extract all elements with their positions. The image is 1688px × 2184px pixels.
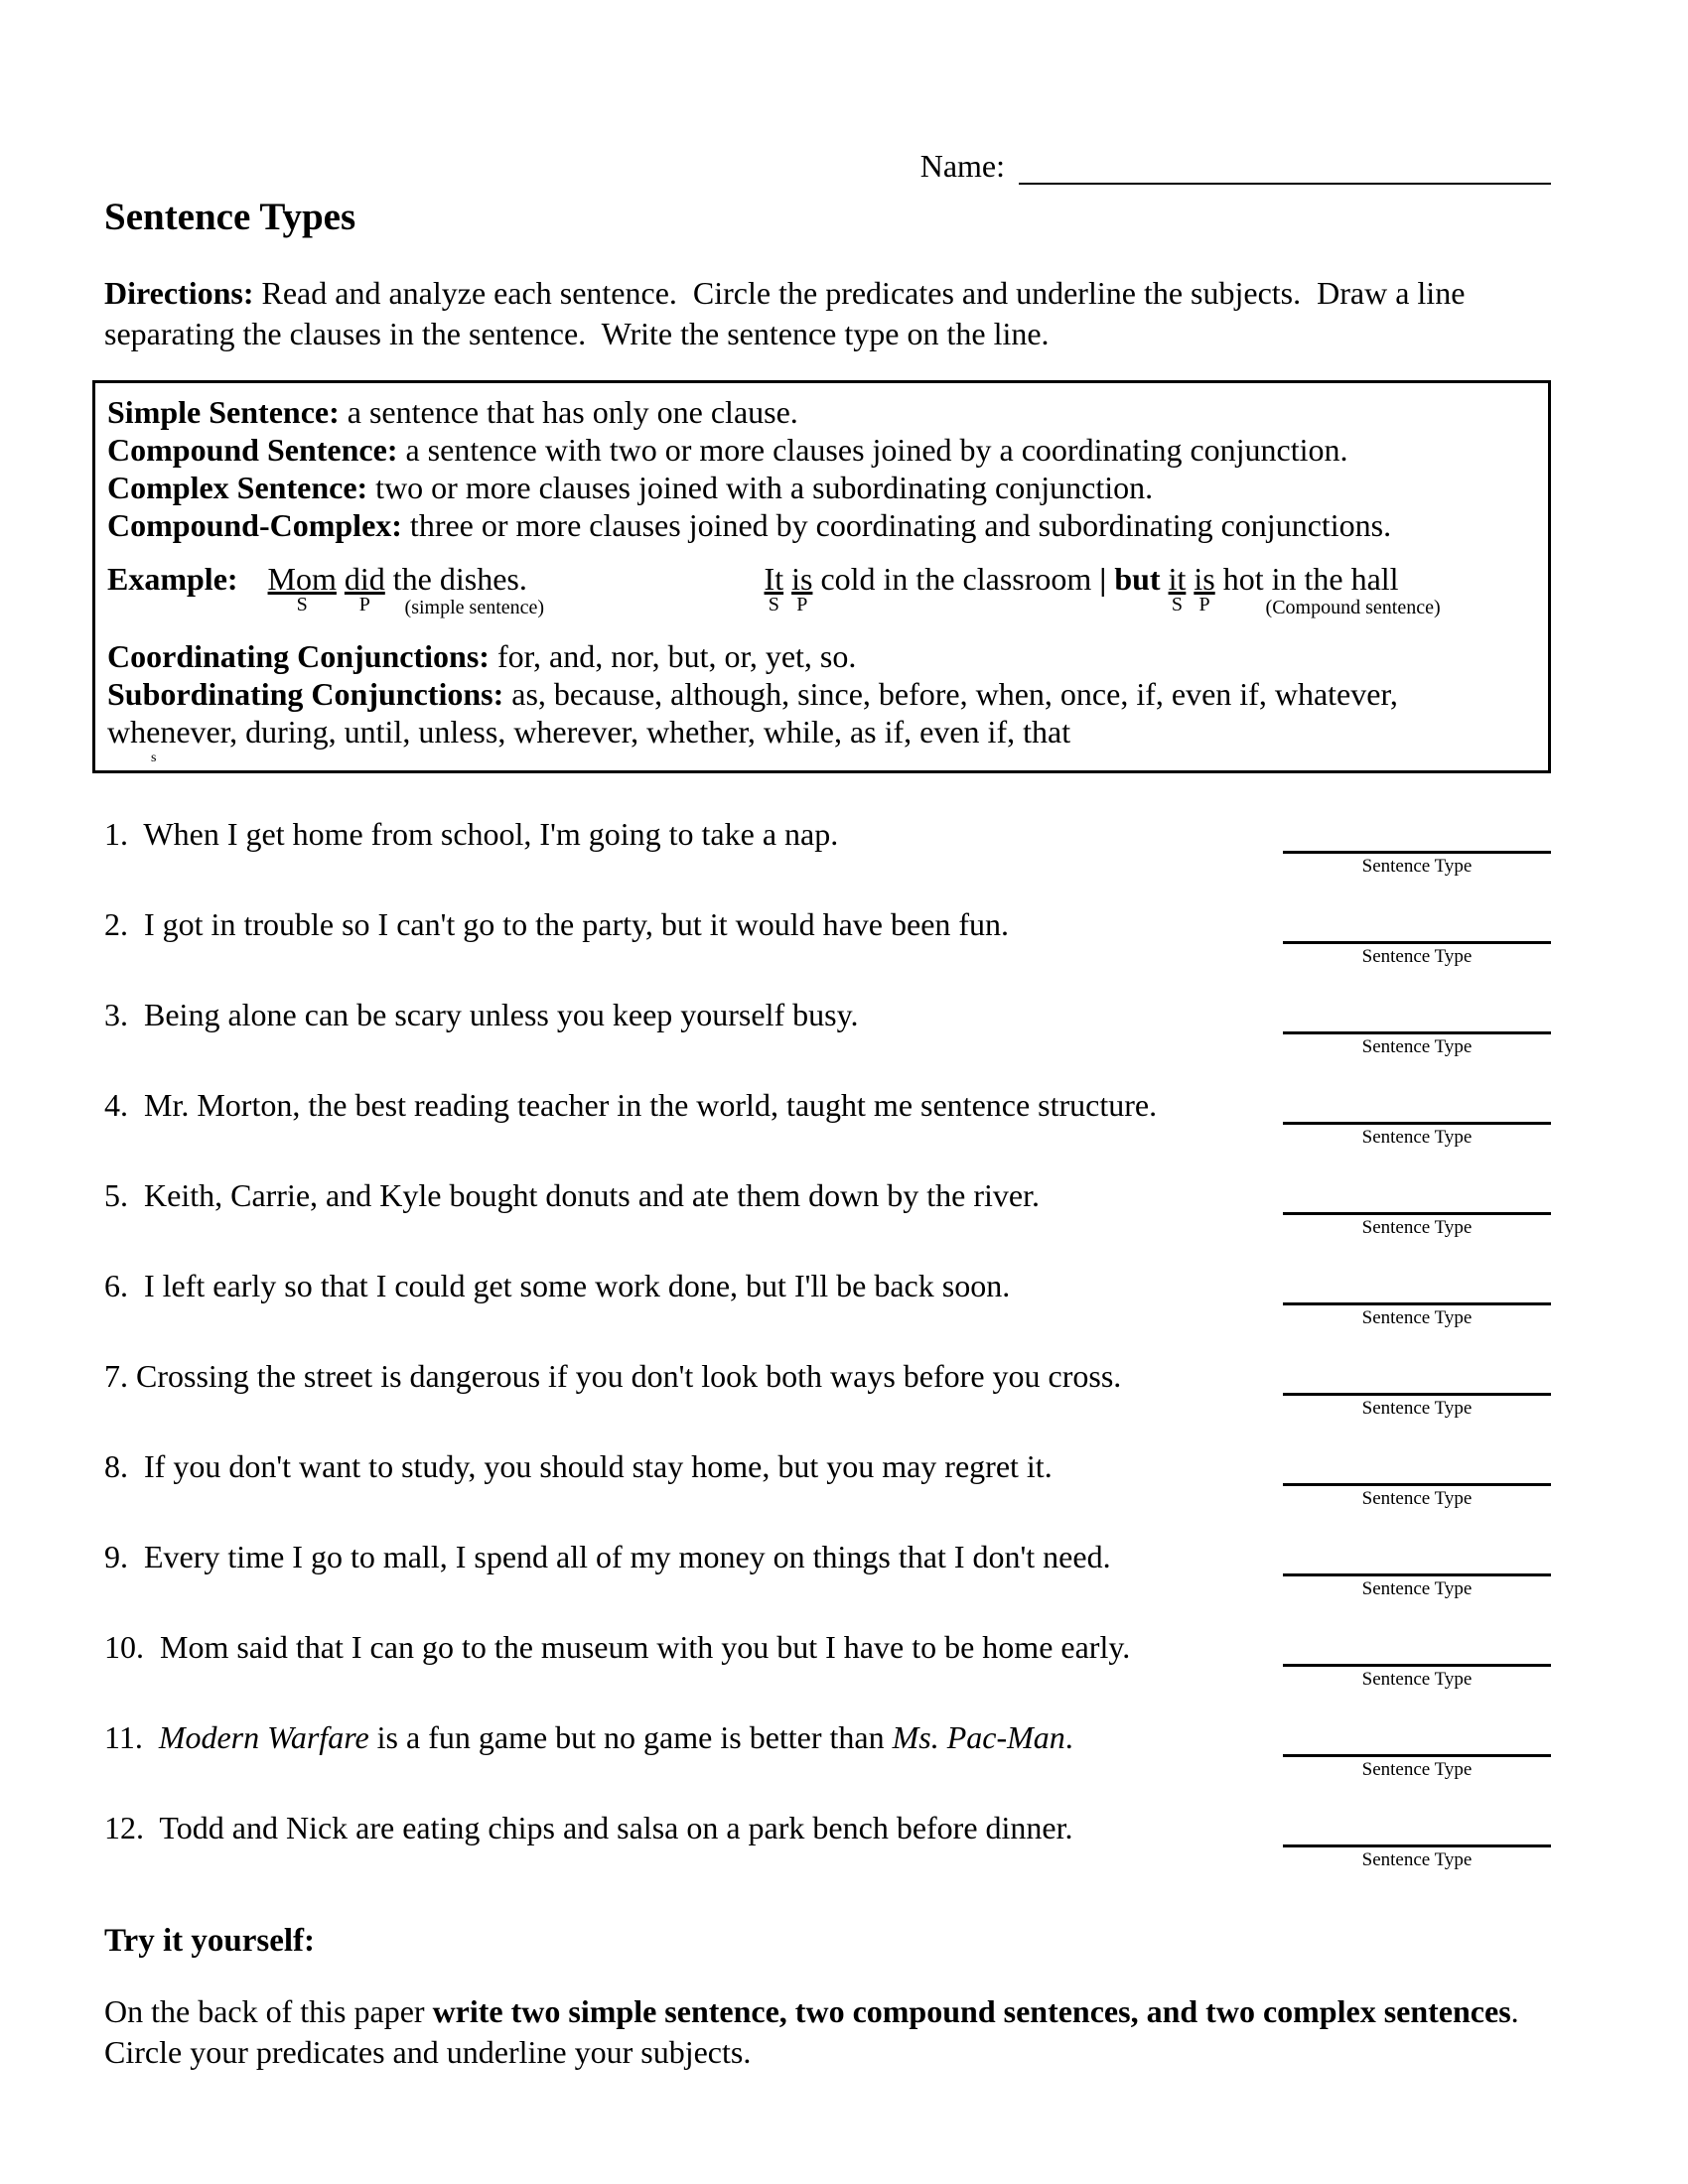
sentence-type-label: Sentence Type [1361,1307,1473,1328]
example-label: Example: [107,561,238,597]
question-number: 8. [104,1448,144,1484]
sentence-type-label: Sentence Type [1361,1217,1473,1238]
example-row [107,560,1534,637]
predicate-tag: P [796,594,808,615]
clause-separator-bar: | [1099,561,1115,597]
sentence-type-fill-in-line[interactable] [1283,1447,1551,1486]
definition-text: two or more clauses joined with a subordinating conjunction. [367,470,1154,505]
definition-line [107,469,1534,506]
sentence-type-label: Sentence Type [1361,1127,1473,1148]
text-segment: . [1064,1719,1073,1755]
sentence-type-blank [1283,1357,1551,1420]
question-row [104,815,1551,905]
text-segment: Todd and Nick are eating chips and salsa on a park bench before dinner. [159,1810,1073,1845]
sentence-type-label: Sentence Type [1361,1578,1473,1599]
definition-term: Simple Sentence: [107,394,340,430]
text-segment: Modern Warfare [158,1719,369,1755]
text-segment: Being alone can be scary unless you keep yourself busy. [144,997,859,1032]
subordinating-conjunctions-line [107,675,1534,751]
definition-term: Complex Sentence: [107,470,368,505]
definition-line [107,393,1534,431]
example-compound-middle: cold in the classroom [812,561,1100,597]
directions-text: Read and analyze each sentence. Circle the predicates and underline the subjects. Draw a line separating the clauses in the sentence. Write the sentence type on the line. [104,275,1474,351]
predicate-tag: P [1198,594,1210,615]
sentence-type-fill-in-line[interactable] [1283,1628,1551,1667]
question-row [104,1176,1551,1267]
sentence-type-label: Sentence Type [1361,1036,1473,1057]
sentence-type-blank [1283,1718,1551,1781]
question-number: 12. [104,1810,160,1845]
subordinating-label: Subordinating Conjunctions: [107,676,504,712]
text-segment: On the back of this paper [104,1993,433,2029]
definition-text: a sentence that has only one clause. [339,394,798,430]
text-segment: Keith, Carrie, and Kyle bought donuts and ate them down by the river. [144,1177,1041,1213]
predicate-tag: P [358,594,370,615]
sentence-type-fill-in-line[interactable] [1283,815,1551,854]
sentence-type-label: Sentence Type [1361,1669,1473,1690]
question-number: 2. [104,906,144,942]
question-row [104,1086,1551,1176]
name-fill-in-line[interactable] [1019,147,1551,185]
sentence-type-label: Sentence Type [1361,1488,1473,1509]
definition-line [107,431,1534,469]
subject-tag: S [296,594,308,615]
sentence-type-label: Sentence Type [1361,1759,1473,1780]
question-number: 4. [104,1087,144,1123]
sentence-type-fill-in-line[interactable] [1283,1718,1551,1757]
question-row [104,1357,1551,1447]
coordinating-text: for, and, nor, but, or, yet, so. [489,638,857,674]
try-it-yourself-text [104,1991,1551,2073]
sentence-type-fill-in-line[interactable] [1283,1176,1551,1215]
question-sentence [104,1086,1157,1124]
sentence-type-blank [1283,1176,1551,1239]
example-simple-predicate: did P [344,561,385,615]
example-compound-subject1: It S [764,561,784,615]
definition-line [107,506,1534,544]
sentence-type-blank [1283,1086,1551,1149]
text-segment: Mom said that I can go to the museum with you but I have to be home early. [160,1629,1131,1665]
text-segment: When I get home from school, I'm going to take a nap. [143,816,839,852]
example-simple-rest: the dishes. [384,561,527,597]
question-row [104,996,1551,1086]
question-number: 5. [104,1177,144,1213]
sentence-type-label: Sentence Type [1361,946,1473,967]
example-compound-sentence [764,560,1441,618]
sentence-type-blank [1283,905,1551,968]
sentence-type-label: Sentence Type [1361,1398,1473,1419]
question-sentence [104,905,1009,943]
directions-paragraph [104,273,1551,354]
question-number: 3. [104,997,144,1032]
try-it-yourself-section [104,1923,1551,2073]
example-simple-sentence [267,560,765,618]
sentence-type-label: Sentence Type [1361,1849,1473,1870]
name-label: Name: [919,148,1005,184]
sentence-type-blank [1283,1267,1551,1329]
definition-box [92,380,1551,773]
example-simple-note: (simple sentence) [404,597,545,618]
question-list [104,815,1551,1899]
question-sentence [104,1809,1073,1846]
directions-label: Directions: [104,275,254,311]
question-row [104,905,1551,996]
definitions-list [107,393,1534,544]
question-sentence [104,1357,1121,1395]
question-row [104,1447,1551,1538]
question-row [104,1809,1551,1899]
subordinating-text: as, because, although, since, before, when, once, if, even if, whatever, whenever, during, until, unless, wherever, whether, while, as if, even if, that [107,676,1406,750]
sentence-type-blank [1283,996,1551,1058]
question-sentence [104,1628,1130,1666]
question-number: 10. [104,1629,160,1665]
text-segment: If you don't want to study, you should stay home, but you may regret it. [144,1448,1053,1484]
sentence-type-fill-in-line[interactable] [1283,1357,1551,1396]
question-sentence [104,815,838,853]
subject-tag: S [768,594,779,615]
text-segment: I got in trouble so I can't go to the party, but it would have been fun. [144,906,1010,942]
name-row [104,147,1551,185]
text-segment: I left early so that I could get some work done, but I'll be back soon. [144,1268,1011,1303]
definition-text: three or more clauses joined by coordinating and subordinating conjunctions. [401,507,1392,543]
text-segment: Crossing the street is dangerous if you don't look both ways before you cross. [136,1358,1122,1394]
example-compound-rest: hot in the hall [1214,561,1399,597]
stray-mark: s [151,751,157,765]
example-simple-subject: Mom S [267,561,337,615]
definition-text: a sentence with two or more clauses joined by a coordinating conjunction. [397,432,1348,468]
text-segment: Ms. Pac-Man [892,1719,1065,1755]
text-segment: is a fun game but no game is better than [368,1719,893,1755]
sentence-type-blank [1283,1628,1551,1691]
try-it-yourself-heading: Try it yourself: [104,1923,316,1959]
text-segment: Every time I go to mall, I spend all of my money on things that I don't need. [144,1539,1111,1574]
question-number: 9. [104,1539,144,1574]
question-number: 7. [104,1358,136,1394]
sentence-type-fill-in-line[interactable] [1283,1809,1551,1847]
question-sentence [104,996,859,1033]
example-compound-subject2: it S [1168,561,1187,615]
question-sentence [104,1718,1073,1756]
page-title: Sentence Types [104,196,356,238]
sentence-type-blank [1283,815,1551,878]
example-compound-note: (Compound sentence) [1265,597,1441,618]
sentence-type-fill-in-line[interactable] [1283,1086,1551,1125]
question-row [104,1718,1551,1809]
coordinating-conjunctions-line [107,637,1534,675]
question-number: 6. [104,1268,144,1303]
question-row [104,1538,1551,1628]
question-sentence [104,1267,1010,1304]
question-number: 11. [104,1719,159,1755]
question-sentence [104,1447,1053,1485]
question-sentence [104,1538,1111,1575]
sentence-type-blank [1283,1809,1551,1871]
sentence-type-blank [1283,1447,1551,1510]
sentence-type-label: Sentence Type [1361,856,1473,877]
question-row [104,1628,1551,1718]
question-row [104,1267,1551,1357]
example-compound-predicate1: is P [791,561,813,615]
sentence-type-fill-in-line[interactable] [1283,1267,1551,1305]
example-compound-predicate2: is P [1194,561,1215,615]
coordinating-label: Coordinating Conjunctions: [107,638,490,674]
question-number: 1. [104,816,144,852]
definition-term: Compound-Complex: [107,507,402,543]
text-segment: . Circle your predicates and underline your subjects. [104,1993,1535,2070]
sentence-type-fill-in-line[interactable] [1283,905,1551,944]
subject-tag: S [1171,594,1184,615]
question-sentence [104,1176,1040,1214]
sentence-type-fill-in-line[interactable] [1283,996,1551,1034]
text-segment: Mr. Morton, the best reading teacher in the world, taught me sentence structure. [144,1087,1158,1123]
example-compound-conjunction: but [1114,561,1161,597]
sentence-type-blank [1283,1538,1551,1600]
definition-term: Compound Sentence: [107,432,398,468]
sentence-type-fill-in-line[interactable] [1283,1538,1551,1576]
text-segment: write two simple sentence, two compound sentences, and two complex sentences [432,1993,1511,2029]
